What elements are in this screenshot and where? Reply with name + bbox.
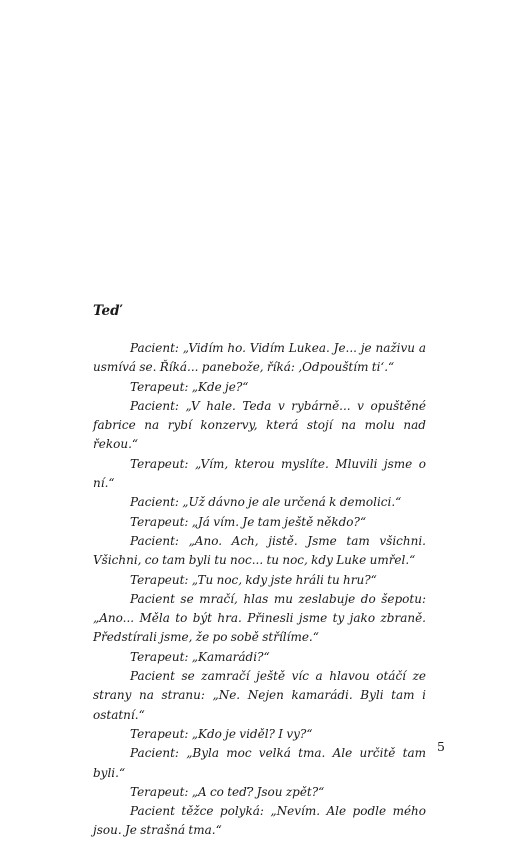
dialogue-text: „Tu noc, kdy jste hráli tu hru?“ (191, 572, 377, 587)
dialogue-paragraph (93, 725, 426, 744)
narration-paragraph (93, 802, 426, 841)
dialogue-text: „Kdo je viděl? I vy?“ (191, 726, 313, 741)
narration-paragraph (93, 667, 426, 725)
speaker-label: Terapeut: (130, 456, 195, 471)
dialogue-text: „A co teď? Jsou zpět?“ (191, 784, 325, 799)
dialogue-paragraph (93, 455, 426, 494)
dialogue-paragraph (93, 513, 426, 532)
speaker-label: Terapeut: (130, 784, 192, 799)
speaker-label: Pacient: (130, 341, 183, 355)
speaker-label: Pacient: (130, 398, 186, 413)
dialogue-text: „Vím, kterou myslíte. Mluvili jsme o ní.“ (93, 456, 426, 491)
section-heading: Teď (93, 303, 120, 319)
dialogue-text: „Kamarádi?“ (191, 649, 270, 664)
dialogue-text: „V hale. Teda v rybárně... v opuštěné fabrice na rybí konzervy, která stojí na molu nad řekou.“ (93, 398, 426, 452)
dialogue-text: „Už dávno je ale určená k demolici.“ (182, 495, 402, 510)
speaker-label: Terapeut: (130, 726, 192, 741)
dialogue-text: „Kde je?“ (191, 379, 249, 394)
speaker-label: Terapeut: (130, 649, 192, 664)
dialogue-text: „Byla moc velká tma. Ale určitě tam byli.“ (93, 746, 426, 780)
dialogue-text: Pacient se zamračí ještě víc a hlavou otáčí ze strany na stranu: „Ne. Nejen kamarádi. Byli tam i ostatní.“ (93, 669, 426, 722)
page-number: 5 (437, 739, 445, 754)
speaker-label: Pacient: (130, 533, 189, 548)
dialogue-body (93, 339, 426, 841)
dialogue-text: Pacient těžce polyká: „Nevím. Ale podle mého jsou. Je strašná tma.“ (93, 804, 426, 838)
dialogue-paragraph (93, 571, 426, 590)
speaker-label: Pacient: (130, 746, 187, 761)
speaker-label: Terapeut: (130, 379, 192, 394)
dialogue-paragraph (93, 339, 426, 378)
dialogue-text: „Já vím. Je tam ještě někdo?“ (191, 514, 367, 529)
dialogue-paragraph (93, 744, 426, 783)
dialogue-paragraph (93, 532, 426, 571)
speaker-label: Terapeut: (130, 514, 192, 529)
dialogue-paragraph (93, 397, 426, 455)
narration-paragraph (93, 590, 426, 648)
speaker-label: Terapeut: (130, 572, 192, 587)
dialogue-paragraph (93, 378, 426, 397)
dialogue-text: „Vidím ho. Vidím Lukea. Je... je naživu a usmívá se. Říká... panebože, říká: ‚Odpouštím ti‘.“ (93, 341, 426, 375)
dialogue-paragraph (93, 493, 426, 512)
dialogue-paragraph (93, 648, 426, 667)
dialogue-text: „Ano. Ach, jistě. Jsme tam všichni. Všichni, co tam byli tu noc... tu noc, kdy Luke umřel.“ (93, 533, 426, 568)
dialogue-paragraph (93, 783, 426, 802)
dialogue-text: Pacient se mračí, hlas mu zeslabuje do šepotu: „Ano... Měla to být hra. Přinesli jsme ty jako zbraně. Předstírali jsme, že po sobě střílíme.“ (93, 591, 426, 645)
speaker-label: Pacient: (130, 495, 183, 510)
